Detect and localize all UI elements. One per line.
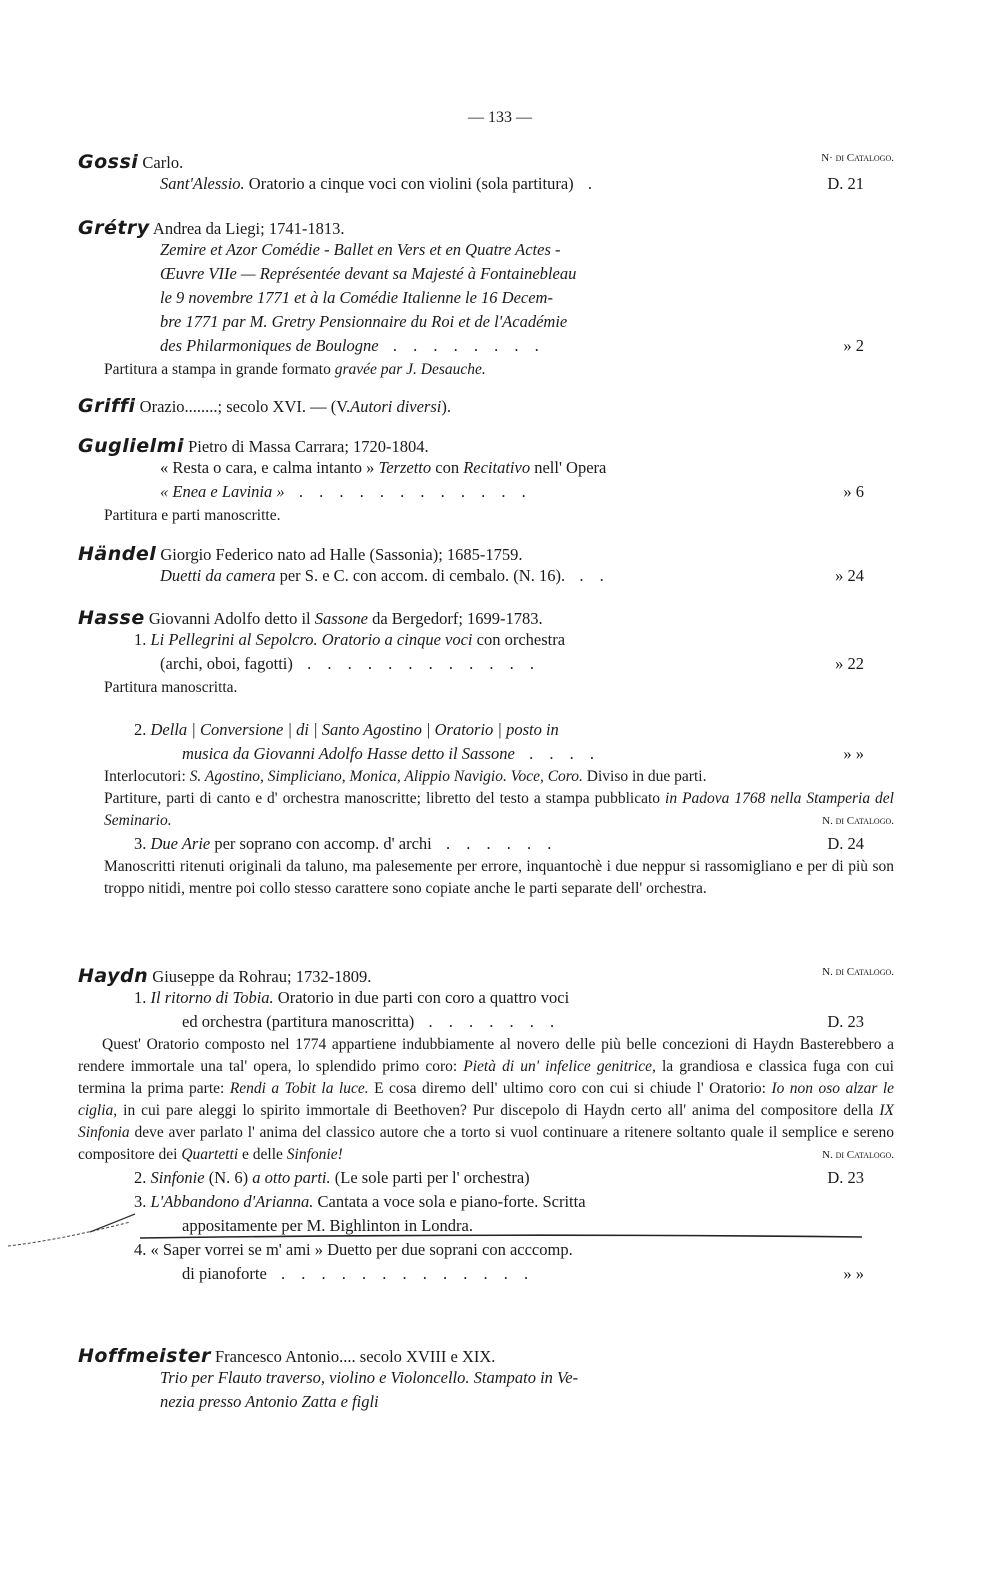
cross-reference: Autori diversi — [350, 397, 442, 416]
item-number: 2. — [134, 720, 147, 739]
entry-gossi: Gossi Carlo. N· di Catalogo. Sant'Alessio. Oratorio a cinque voci con violini (sola partitura) . D. 21 — [78, 148, 894, 196]
work-form: Terzetto — [378, 458, 432, 477]
work-line: le 9 novembre 1771 et à la Comédie Italienne le 16 Decem- — [160, 288, 553, 307]
catalog-number: » 6 — [843, 482, 864, 501]
commentary-text: la grandiosa e classica fuga con cui termina la prima parte: — [78, 1058, 894, 1097]
catalog-number: » » — [843, 1264, 864, 1283]
work-line: Œuvre VIIe — Représentée devant sa Majesté à Fontainebleau — [160, 264, 577, 283]
work-title: Sant'Alessio. — [160, 174, 245, 193]
work-desc: per soprano con accomp. d' archi — [214, 834, 432, 853]
work-line: Trio per Flauto traverso, violino e Violoncello. Stampato in Ve- — [160, 1368, 579, 1387]
item-number: 3. — [134, 834, 147, 853]
catalog-number: » 2 — [843, 336, 864, 355]
commentary-quote: Pietà di un' infelice genitrice, — [463, 1058, 656, 1075]
commentary-text: E cosa diremo dell' ultimo coro con cui si chiude l' Oratorio: — [374, 1080, 766, 1097]
work-desc: Oratorio a cinque voci con violini (sola partitura) — [248, 174, 574, 193]
work-title: musica da Giovanni Adolfo Hasse detto il Sassone — [182, 744, 515, 763]
work-desc: Cantata a voce sola e piano-forte. Scritta — [317, 1192, 586, 1211]
note-text: Partiture, parti di canto e d' orchestra manoscritte; libretto del testo a stampa pubblicato — [104, 790, 661, 807]
opera-title: « Enea e Lavinia » — [160, 482, 285, 501]
catalog-column-header: N· di Catalogo. — [821, 152, 894, 164]
work-form: Recitativo — [463, 458, 531, 477]
composer-info: Pietro di Massa Carrara; 1720-1804. — [188, 437, 429, 456]
catalog-number: D. 24 — [827, 834, 864, 853]
work-incipit: « Resta o cara, e calma intanto » — [160, 458, 375, 477]
catalog-column-header: N. di Catalogo. — [822, 815, 894, 827]
composer-info: Francesco Antonio.... secolo XVIII e XIX. — [214, 1347, 496, 1366]
item-number: 2. — [134, 1168, 147, 1187]
work-desc: Oratorio in due parti con coro a quattro voci — [277, 988, 570, 1007]
catalog-number: » 22 — [835, 654, 864, 673]
note-label: Interlocutori: — [104, 768, 186, 785]
work-line: bre 1771 par M. Gretry Pensionnaire du Roi et de l'Académie — [160, 312, 568, 331]
composer-name: Hoffmeister — [78, 1345, 211, 1367]
commentary-text: deve aver parlato l' anima del classico autore che a torto si vuol continuare a ritenere soltanto quale il semplice e sereno compositore dei — [78, 1124, 894, 1163]
commentary-quote: Rendi a Tobit la luce. — [229, 1080, 369, 1097]
entry-note: Partitura manoscritta. — [104, 679, 238, 696]
catalog-number: D. 23 — [827, 1168, 864, 1187]
page-number: — 133 — — [468, 109, 532, 126]
composer-name: Händel — [78, 543, 157, 565]
composer-info: Orazio........; secolo XVI. — (V. — [139, 397, 351, 416]
catalog-column-header: N. di Catalogo. — [822, 966, 894, 978]
work-incipit: « Saper vorrei se m' ami » — [150, 1240, 324, 1259]
catalog-number: » 24 — [835, 566, 864, 585]
catalog-number: » » — [843, 744, 864, 763]
entry-handel: Händel Giorgio Federico nato ad Halle (Sassonia); 1685-1759. Duetti da camera per S. e C. con accom. di cembalo. (N. 16). . . » 24 — [78, 540, 894, 588]
composer-name: Guglielmi — [78, 435, 184, 457]
commentary-text: Quest' Oratorio composto nel 1774 appartiene indubbiamente al novero delle più belle concezioni di Haydn Basterebbero a rendere immortale una tal' opera, lo splendido primo coro: — [78, 1036, 894, 1075]
note-text: Diviso in due parti. — [586, 768, 707, 785]
entry-guglielmi: Guglielmi Pietro di Massa Carrara; 1720-1804. « Resta o cara, e calma intanto » Terzetto con Recitativo nell' Opera « Enea e Lavinia » . . . . . . . . . . . . » 6 Partitura e parti manoscritte. — [78, 432, 894, 528]
work-desc: con orchestra — [476, 630, 566, 649]
cross-reference-end: ). — [441, 397, 451, 416]
entry-griffi — [78, 392, 894, 416]
item-number: 1. — [134, 988, 147, 1007]
item-number: 3. — [134, 1192, 147, 1211]
composer-info: Giorgio Federico nato ad Halle (Sassonia); 1685-1759. — [160, 545, 523, 564]
note-roles: S. Agostino, Simpliciano, Monica, Alippio Navigio. Voce, Coro. — [189, 768, 583, 785]
composer-name: Grétry — [78, 217, 150, 239]
commentary-text: e delle — [242, 1146, 283, 1163]
work-title: Due Arie — [150, 834, 211, 853]
composer-info: Giuseppe da Rohrau; 1732-1809. — [152, 967, 372, 986]
composer-origin: da Bergedorf; 1699-1783. — [372, 609, 543, 628]
work-desc: (Le sole parti per l' orchestra) — [334, 1168, 530, 1187]
note-publisher: in Padova 1768 nella Stamperia del Seminario. — [104, 790, 894, 829]
partiture-note — [104, 788, 894, 832]
work-title: L'Abbandono d'Arianna. — [150, 1192, 314, 1211]
work-title: Duetti da camera — [160, 566, 276, 585]
entry-haydn: Haydn Giuseppe da Rohrau; 1732-1809. N. di Catalogo. 1. Il ritorno di Tobia. Oratorio in due parti con coro a quattro voci ed orchestra (partitura manoscritta) . . . . . . . D. 23 Quest' Oratorio composto nel 1774 appartiene indubbiamente al novero delle più belle concezioni di Haydn Basterebbero a rendere immortale una tal' opera, lo splendido primo coro: Pietà di un' infelice genitrice, la grandiosa e classica fuga con cui termina la prima parte: Rendi a Tobit la luce. E cosa diremo dell' ultimo coro con cui si chiude l' Oratorio: Io non oso alzar le ciglia, in cui pare aleggi lo spirito immortale di Beethoven? Pur discepolo di Haydn certo all' anima del compositore della IX Sinfonia deve aver parlato l' anima del classico autore che a torto si vuol continuare a ritenere soltanto quale il semplice e sereno compositore dei Quartetti e delle Sinfonie! N. di Catalogo. 2. Sinfonie (N. 6) a otto parti. (Le sole parti per l' orchestra) D. 23 3. L'Abbandono d'Arianna. Cantata a voce sola e piano-forte. Scritta appositamente per M. Bighlinton in Londra. 4. « Saper vorrei se m' ami » Duetto per due soprani con acccomp. di pianoforte . . . . . . . . . . . . . » » — [78, 962, 894, 1286]
commentary-quote: Quartetti — [181, 1146, 239, 1163]
work-desc: a otto parti. — [252, 1168, 331, 1187]
composer-info: Giovanni Adolfo detto il — [148, 609, 311, 628]
work-number: (N. 6) — [208, 1168, 249, 1187]
work-conj: con — [435, 458, 460, 477]
work-title: Sinfonie — [150, 1168, 205, 1187]
commentary-quote: Sinfonie! — [286, 1146, 343, 1163]
haydn-commentary — [78, 1034, 894, 1166]
composer-info: Carlo. — [142, 153, 184, 172]
entry-note: Partitura a stampa in grande formato — [104, 361, 331, 378]
catalog-column-header: N. di Catalogo. — [822, 1149, 894, 1161]
work-desc: Duetto per due soprani con acccomp. — [327, 1240, 573, 1259]
composer-name: Gossi — [78, 151, 139, 173]
catalog-number: D. 21 — [827, 174, 864, 193]
work-desc: per S. e C. con accom. di cembalo. (N. 16). — [279, 566, 566, 585]
work-desc: ed orchestra (partitura manoscritta) — [182, 1012, 415, 1031]
commentary-quote: Io non oso alzar le ciglia, — [78, 1080, 895, 1119]
work-line: Zemire et Azor Comédie - Ballet en Vers et en Quatre Actes - — [160, 240, 561, 259]
entry-gretry: Grétry Andrea da Liegi; 1741-1813. Zemire et Azor Comédie - Ballet en Vers et en Quatre Actes - Œuvre VIIe — Représentée devant sa Majesté à Fontainebleau le 9 novembre 1771 et à la Comédie Italienne le 16 Decem- bre 1771 par M. Gretry Pensionnaire du Roi et de l'Académie des Philarmoniques de Boulogne . . . . . . . . » 2 Partitura a stampa in grande formato gravée par J. Desauche. — [78, 214, 894, 382]
item-number: 4. — [134, 1240, 147, 1259]
composer-name: Haydn — [78, 965, 149, 987]
entry-note: Partitura e parti manoscritte. — [104, 507, 281, 524]
commentary-quote: IX Sinfonia — [78, 1102, 895, 1141]
composer-info: Andrea da Liegi; 1741-1813. — [152, 219, 345, 238]
entry-hasse: Hasse Giovanni Adolfo detto il Sassone da Bergedorf; 1699-1783. 1. Li Pellegrini al Sepolcro. Oratorio a cinque voci con orchestra (archi, oboi, fagotti) . . . . . . . . . . . . » 22 Partitura manoscritta. 2. Della | Conversione | di | Santo Agostino | Oratorio | posto in musica da Giovanni Adolfo Hasse detto il Sassone . . . . » » Interlocutori: S. Agostino, Simpliciano, Monica, Alippio Navigio. Voce, Coro. Diviso in due parti. Partiture, parti di canto e d' orchestra manoscritte; libretto del testo a stampa pubblicato in Padova 1768 nella Stamperia del Seminario. N. di Catalogo. 3. Due Arie per soprano con accomp. d' archi . . . . . . D. 24 Manoscritti ritenuti originali da taluno, ma palesemente per errore, inquantochè i due neppur si rassomigliano e per di più son troppo nitidi, mentre poi collo stesso carattere sono copiate anche le parti separate dell' orchestra. — [78, 604, 894, 900]
work-title: Li Pellegrini al Sepolcro. Oratorio a cinque voci — [150, 630, 473, 649]
commentary-text: in cui pare aleggi lo spirito immortale di Beethoven? Pur discepolo di Haydn certo all' anima del compositore della — [123, 1102, 874, 1119]
composer-nickname: Sassone — [314, 609, 368, 628]
composer-name: Hasse — [78, 607, 145, 629]
interlocutori-note — [104, 766, 894, 788]
work-desc: di pianoforte — [182, 1264, 267, 1283]
catalog-number: D. 23 — [827, 1012, 864, 1031]
composer-name: Griffi — [78, 395, 136, 417]
work-title: Della | Conversione | di | Santo Agostino | Oratorio | posto in — [150, 720, 559, 739]
entry-hoffmeister — [78, 1342, 894, 1414]
work-line: nezia presso Antonio Zatta e figli — [160, 1392, 379, 1411]
item-number: 1. — [134, 630, 147, 649]
entry-note: Manoscritti ritenuti originali da taluno, ma palesemente per errore, inquantochè i due neppur si rassomigliano e per di più son troppo nitidi, mentre poi collo stesso carattere sono copiate anche le parti separate dell' orchestra. — [104, 858, 894, 897]
work-desc: (archi, oboi, fagotti) — [160, 654, 293, 673]
work-context: nell' Opera — [534, 458, 607, 477]
entry-note-italic: gravée par J. Desauche. — [334, 361, 486, 378]
work-title: Il ritorno di Tobia. — [150, 988, 274, 1007]
work-line: des Philarmoniques de Boulogne — [160, 336, 379, 355]
work-desc: appositamente per M. Bighlinton in Londra. — [182, 1216, 473, 1235]
